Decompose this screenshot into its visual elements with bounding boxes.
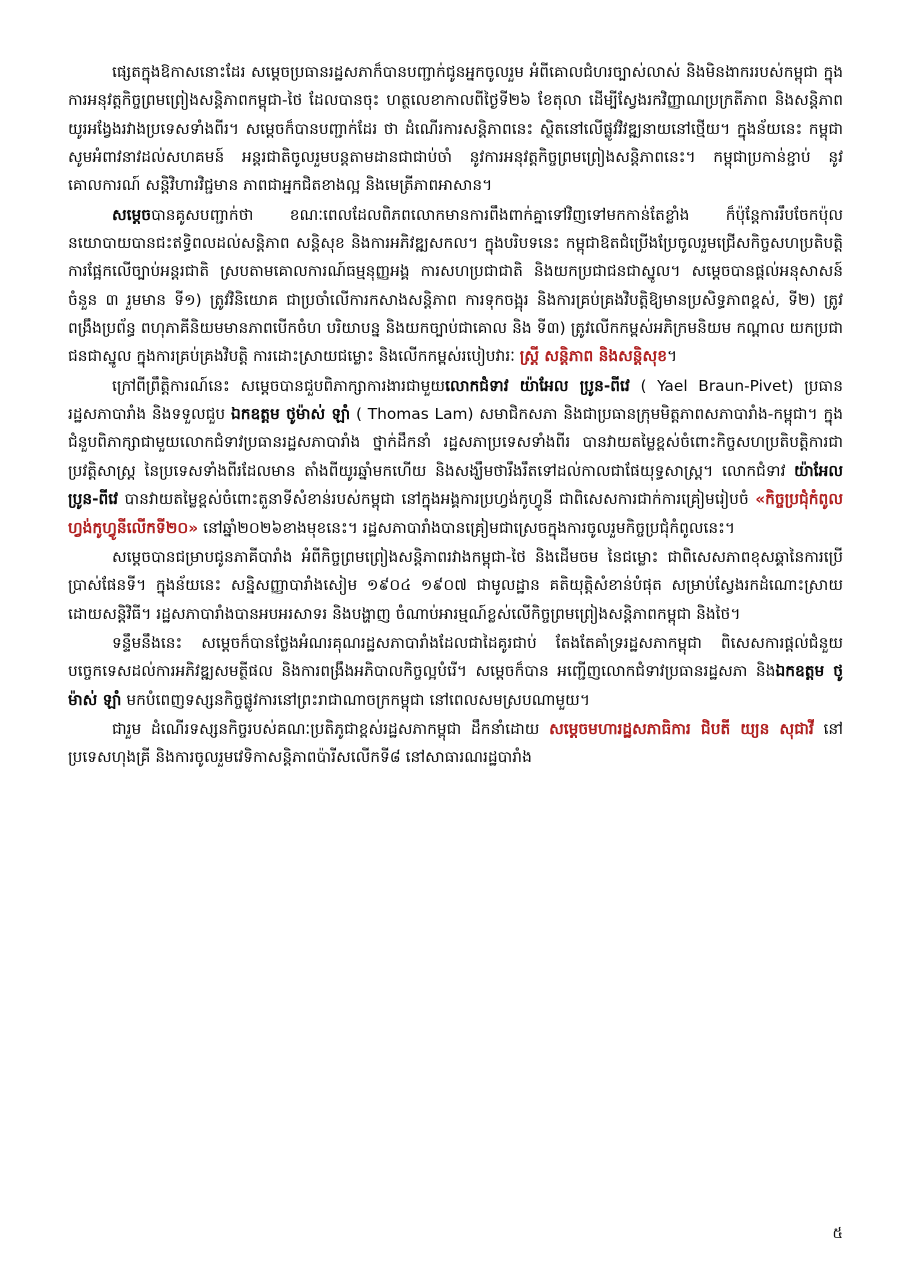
text-run: មកបំពេញទស្សនកិច្ចផ្លូវការនៅព្រះរាជាណាចក្រកម្ពុជា នៅពេលសមស្របណាមួយ។ xyxy=(121,690,590,709)
highlighted-text-run: «កិច្ចប្រជុំកំពូលហ្វង់កូហ្វូនីលើកទី២០» xyxy=(68,490,843,537)
paragraph xyxy=(68,629,843,714)
bold-text-run: យ៉ាអែល ប្រូន-ពីវេ xyxy=(68,461,843,509)
text-run: សមាជិកសភា និងជាប្រធានក្រុមមិត្តភាពសភាបារាំង-កម្ពុជា។ ក្នុងជំនួបពិភាក្សាជាមួយលោកជំទាវប្រធានរដ្ឋសភាបារាំង ថ្នាក់ដឹកនាំ រដ្ឋសភាប្រទេសទាំងពីរ បានវាយតម្លៃខ្ពស់ចំពោះកិច្ចសហប្រតិបត្តិការជាប្រវត្តិសាស្ត្រ នៃប្រទេសទាំងពីរដែលមាន តាំងពីយូរឆ្នាំមកហើយ និងសង្ឃឹមថារឹងរឹតទៅដល់កាលជាផែយុទ្ធសាស្ត្រ។ លោកជំទាវ xyxy=(68,405,844,480)
document-body xyxy=(68,58,843,772)
text-run: ផ្សេតក្នុងឱកាសនោះដែរ សម្ដេចប្រធានរដ្ឋសភាក៏បានបញ្ជាក់ជូនអ្នកចូលរួម អំពីគោលជំហរច្បាស់លាស់ និងមិនងាកររបស់កម្ពុជា ក្នុងការអនុវត្តកិច្ចព្រមព្រៀងសន្តិភាពកម្ពុជា-ថៃ ដែលបានចុះ ហត្ថលេខាកាលពីថ្ងៃទី២៦ ខែតុលា ដើម្បីស្វែងរកវិញ្ញាណប្រក្រតីភាព និងសន្តិភាពយូរអង្វែងរវាងប្រទេសទាំងពីរ។ សម្ដេចក៏បានបញ្ជាក់ដែរ ថា ដំណើរការសន្តិភាពនេះ ស្ថិតនៅលើផ្លូវវិវឌ្ឍនាយនៅថ្មើយ។ ក្នុងន័យនេះ កម្ពុជាសូមអំពាវនាវដល់សហគមន៍ អន្តរជាតិចូលរួមបន្តតាមដានជាជាប់ចាំ នូវការអនុវត្តកិច្ចព្រមព្រៀងសន្តិភាពនេះ។ កម្ពុជាប្រកាន់ខ្ជាប់ នូវ គោលការណ៍ សន្តិវិហារវិជ្ជមាន ភាពជាអ្នកជិតខាងល្អ និងមេត្រីភាពអាសាន។ xyxy=(68,63,843,195)
text-run: សម្ដេចបានជម្រាបជូនភាគីបារាំង អំពីកិច្ចព្រមព្រៀងសន្តិភាពរវាងកម្ពុជា-ថៃ និងដើមចម នៃជម្លោះ ជាពិសេសភាពខុសឆ្គានៃការប្រើប្រាស់ផែនទី។ ក្នុងន័យនេះ សន្និសញ្ញាបារាំងសៀម ១៩០៤ ១៩០៧ ជាមូលដ្ឋាន គតិយុត្តិសំខាន់បំផុត សម្រាប់ស្វែងរកដំណោះស្រាយដោយសន្តិវិធី។ រដ្ឋសភាបារាំងបានអបអរសាទរ និងបង្ហាញ ចំណាប់អារម្មណ៍ខ្លស់លើកិច្ចព្រមព្រៀងសន្តិភាពកម្ពុជា និងថៃ។ xyxy=(68,547,843,623)
bold-text-run: សម្ដេច xyxy=(112,205,152,224)
latin-text-run: ( Yael Braun-Pivet) xyxy=(629,376,805,395)
paragraph xyxy=(68,201,843,371)
bold-text-run: ឯកឧត្ដម ថូម៉ាស់ ឡាំ xyxy=(68,662,843,709)
paragraph xyxy=(68,372,843,542)
text-run: បានវាយតម្លៃខ្ពស់ចំពោះតួនាទីសំខាន់របស់កម្ពុជា នៅក្នុងអង្គការប្រហ្វង់កូហ្វូនី ជាពិសេសការជាក់ការគ្រៀមរៀបចំ xyxy=(118,490,756,509)
text-run: ក្រៅពីព្រឹត្តិការណ៍នេះ សម្ដេចបានជួបពិភាក្សាការងារជាមួយ xyxy=(112,376,446,395)
text-run: ទន្ទឹមនឹងនេះ សម្ដេចក៏បានថ្លែងអំណរគុណរដ្ឋសភាបារាំងដែលជាដៃគូរជាប់ តែងតែគាំទ្ររដ្ឋសភាកម្ពុជា ពិសេសការផ្ដល់ជំនួយបច្ចេកទេសដល់ការអភិវឌ្ឍសមត្ថីផល និងការពង្រឹងអភិបាលកិច្ចល្អបំរើ។ សម្ដេចក៏បាន អញ្ជើញលោកជំទាវប្រធានរដ្ឋសភា និង xyxy=(68,633,843,681)
text-run: ជារួម ដំណើរទស្សនកិច្ចរបស់គណៈប្រតិភូជាខ្ពស់រដ្ឋសភាកម្ពុជា ដឹកនាំដោយ xyxy=(112,719,550,738)
paragraph xyxy=(68,543,843,628)
text-run: ប្រធានរដ្ឋសភាបារាំង និងទទួលជួប xyxy=(68,376,843,424)
paragraph xyxy=(68,715,843,772)
highlighted-text-run: ស្ត្រី សន្តិភាព និងសន្តិសុខ xyxy=(519,347,667,366)
text-run: ។ xyxy=(667,347,678,366)
paragraph xyxy=(68,58,843,200)
text-run: នៅឆ្នាំ២០២៦ខាងមុខនេះ។ រដ្ឋសភាបារាំងបានគ្រៀមជាស្រេចក្នុងការចូលរួមកិច្ចប្រជុំកំពូលនេះ។ xyxy=(198,518,736,537)
text-run: បានគូសបញ្ជាក់ថា ខណៈពេលដែលពិភពលោកមានការពឹងពាក់គ្នាទៅវិញទៅមកកាន់តែខ្លាំង ក៏ប៉ុន្តែការរឹបចែកប៉ុលនយោបាយបានជះឥទ្ធិពលដល់សន្តិភាព សន្តិសុខ និងការអភិវឌ្ឍសកល។ ក្នុងបរិបទនេះ កម្ពុជាឱតជំប្រើងប្រែចូលរួមជ្រើសកិច្ចសហប្រតិបត្តិការផ្អែកលើច្បាប់អន្តរជាតិ ស្របតាមគោលការណ៍ធម្មនុញ្ញអង្គ ការសហប្រជាជាតិ និងយកប្រជាជនជាស្នូល។ សម្ដេចបានផ្ដល់អនុសាសន៍ ចំនួន ៣ រួមមាន ទី១) ត្រូវវិនិយោគ ជាប្រចាំលើការកសាងសន្តិភាព ការទុកចង្អុរ និងការគ្រប់គ្រងវិបត្តិឱ្យមានប្រសិទ្ធភាពខ្ពស់, ទី២) ត្រូវពង្រឹងប្រព័ន្ធ ពហុភាគីនិយមមានភាពបើកចំហ បរិយាបន្ន និងយកច្បាប់ជាគោល និង ទី៣) ត្រូវលើកកម្ពស់អភិក្រមនិយម កណ្ដាល យកប្រជាជនជាស្នូល ក្នុងការគ្រប់គ្រងវិបត្តិ ការដោះស្រាយជម្លោះ និងលើកកម្ពស់របៀបវារៈ xyxy=(68,205,843,366)
highlighted-text-run: សម្ដេចមហារដ្ឋសភាធិការ ជិបតី យ្យន សុជាវី xyxy=(549,719,814,738)
page-number: ៥ xyxy=(832,1224,843,1242)
bold-text-run: លោកជំទាវ យ៉ាអែល ប្រូន-ពីវេ xyxy=(445,376,630,395)
latin-text-run: ( Thomas Lam) xyxy=(350,405,480,424)
bold-text-run: ឯកឧត្ដម ថូម៉ាស់ ឡាំ xyxy=(230,405,351,424)
text-run: នៅប្រទេសហុងគ្រី និងការចូលរួមវេទិកាសន្តិភាពប៉ារីសលើកទី៨ នៅសាធារណរដ្ឋបារាំង xyxy=(68,719,843,767)
